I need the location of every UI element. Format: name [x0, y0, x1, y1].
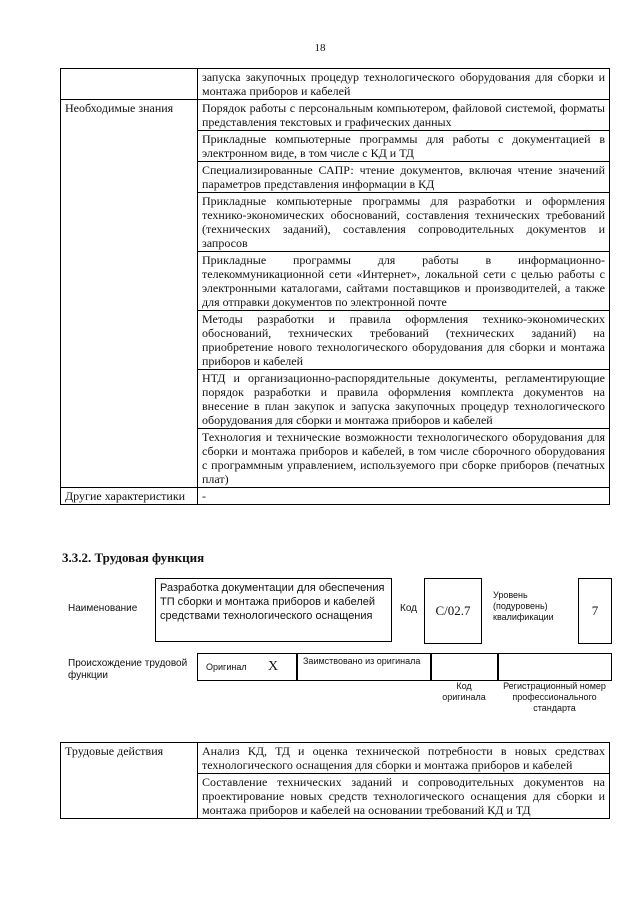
- borrowed-label: Заимствовано из оригинала: [303, 656, 421, 666]
- origin-code-cell: [430, 653, 499, 681]
- knowledge-item: Прикладные программы для работы в информационно-телекоммуникационной сети «Интернет», локальной сети с целью работы с электронными каталогами, сайтами поставщиков и производителей, а также для отправки документов по электронной почте: [198, 252, 610, 311]
- knowledge-table: [60, 68, 610, 505]
- row-label-other: Другие характеристики: [61, 488, 198, 505]
- row-label-actions: Трудовые действия: [61, 743, 198, 819]
- function-name-box: Разработка документации для обеспечения ТП сборки и монтажа приборов и кабелей средствами технологического оснащения: [155, 578, 392, 642]
- knowledge-item: Методы разработки и правила оформления технико-экономических обоснований, технических требований (технических заданий) на приобретение нового технологического оборудования для сборки и монтажа приборов и кабелей: [198, 311, 610, 370]
- section-title: 3.3.2. Трудовая функция: [62, 550, 205, 565]
- action-item: Составление технических заданий и сопроводительных документов на проектирование новых средств технологического оснащения для сборки и монтажа приборов и кабелей на основании требований КД и ТД: [198, 774, 610, 819]
- knowledge-item: Прикладные компьютерные программы для работы с документацией в электронном виде, в том числе с КД и ТД: [198, 131, 610, 162]
- origin-label: Происхождение трудовой функции: [68, 658, 188, 681]
- name-label: Наименование: [68, 603, 138, 614]
- knowledge-item: Прикладные компьютерные программы для разработки и оформления технико-экономических обоснований, составления технических требований (технических заданий), составления сопроводительных документов и запросов: [198, 193, 610, 252]
- origin-borrowed-cell: [296, 653, 432, 681]
- origin-original-cell: [197, 653, 298, 681]
- code-box: C/02.7: [424, 578, 482, 644]
- labor-actions-table: [60, 742, 610, 819]
- reg-caption: Регистрационный номер профессионального стандарта: [503, 681, 606, 713]
- page-number: 18: [314, 42, 326, 54]
- action-item: Анализ КД, ТД и оценка технической потребности в новых средствах технологического оснащения для сборки и монтажа приборов и кабелей: [198, 743, 610, 774]
- code-label: Код: [400, 603, 418, 614]
- row-label: [61, 69, 198, 100]
- original-mark: X: [268, 659, 279, 674]
- knowledge-item: Порядок работы с персональным компьютером, файловой системой, форматы представления текстовых и графических данных: [198, 100, 610, 131]
- origin-reg-cell: [497, 653, 612, 681]
- table-row: [61, 69, 610, 100]
- table-row: [61, 100, 610, 131]
- knowledge-item: НТД и организационно-распорядительные документы, регламентирующие порядок разработки и правила оформления комплекта документов на внесение в план закупок и запуска закупочных процедур технологического оборудования для сборки и монтажа приборов и кабелей: [198, 370, 610, 429]
- knowledge-item: Специализированные САПР: чтение документов, включая чтение значений параметров представления информации в КД: [198, 162, 610, 193]
- table-row: [61, 743, 610, 774]
- level-box: 7: [578, 578, 612, 644]
- table-row: [61, 488, 610, 505]
- code-caption: Код оригинала: [442, 681, 486, 702]
- knowledge-item: Технология и технические возможности технологического оборудования для сборки и монтажа приборов и кабелей, в том числе сборочного оборудования с программным управлением, используемого при сборке приборов (печатных плат): [198, 429, 610, 488]
- row-text: запуска закупочных процедур технологического оборудования для сборки и монтажа приборов и кабелей: [198, 69, 610, 100]
- original-label: Оригинал: [206, 662, 247, 672]
- other-value: -: [198, 488, 610, 505]
- level-label: Уровень (подуровень) квалификации: [493, 590, 554, 622]
- row-label-knowledge: Необходимые знания: [61, 100, 198, 488]
